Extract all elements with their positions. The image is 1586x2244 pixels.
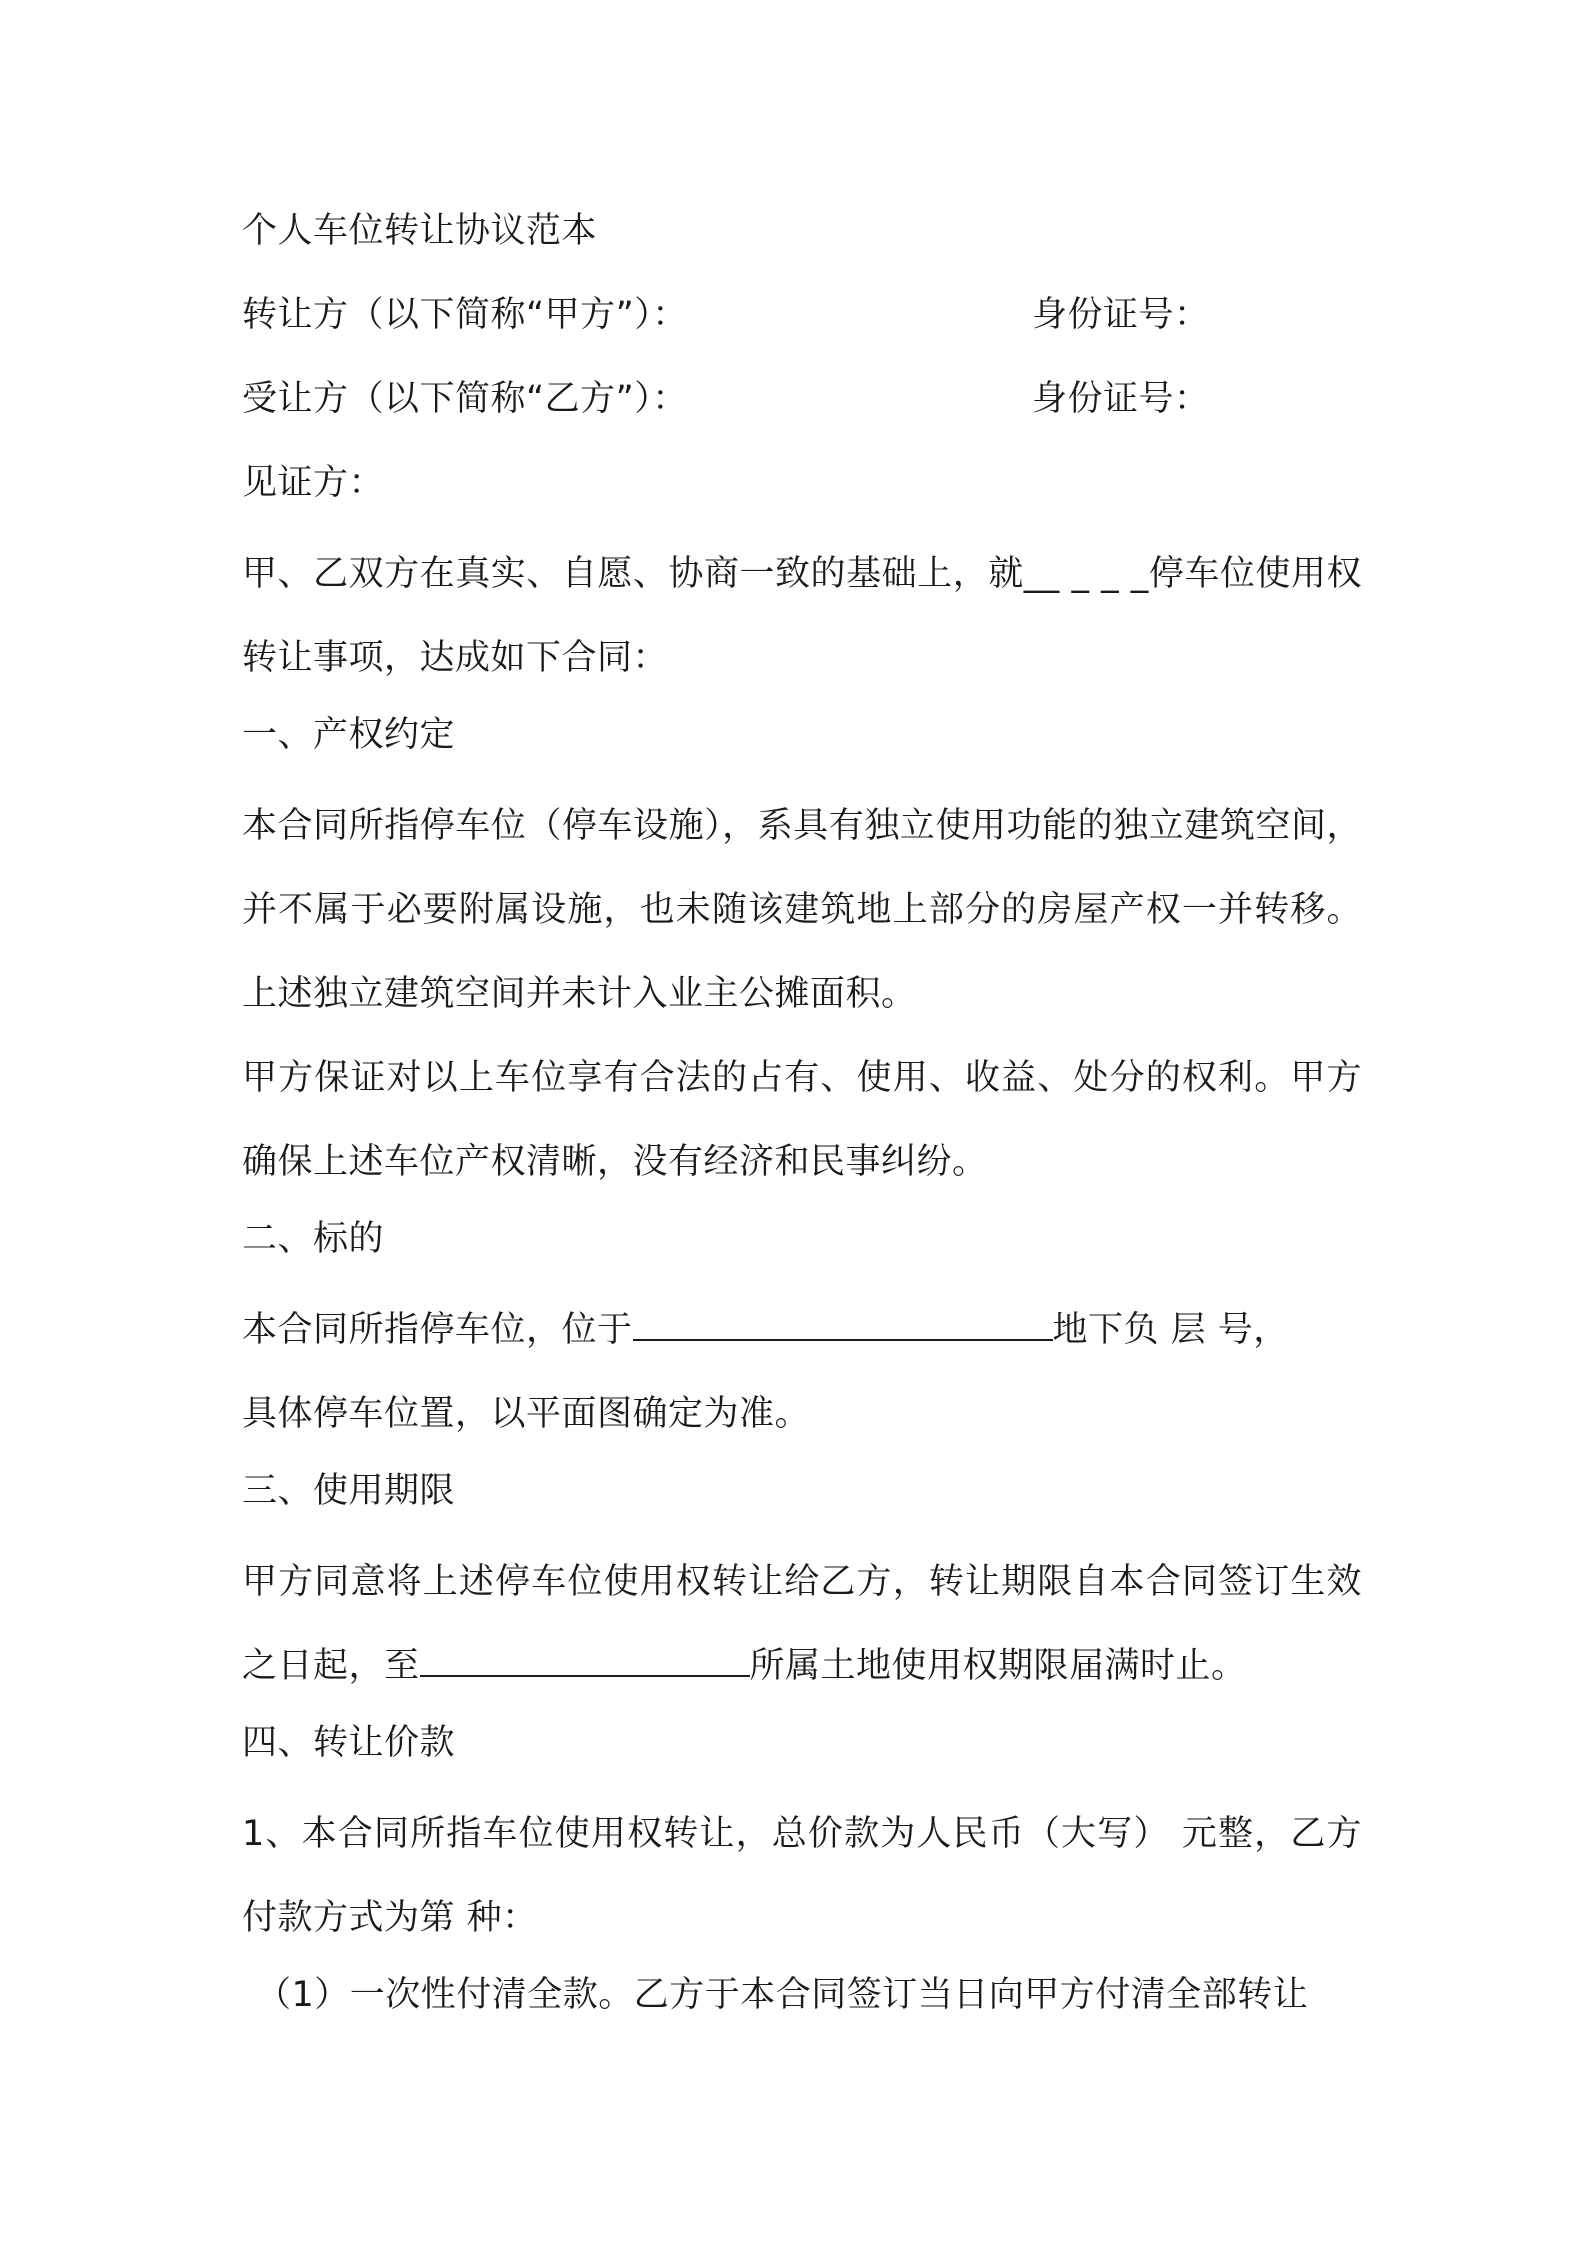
section1-paragraph-1: 本合同所指停车位（停车设施），系具有独立使用功能的独立建筑空间，并不属于必要附属设施，也未随该建筑地上部分的房屋产权一并转移。上述独立建筑空间并未计入业主公摊面积。 bbox=[242, 806, 1362, 1014]
section1-heading: 一、产权约定 bbox=[242, 715, 456, 755]
section2-text-start: 本合同所指停车位，位于 bbox=[242, 1310, 633, 1350]
party-b-row bbox=[242, 364, 1362, 448]
section2-text-mid: 地下负 层 号， bbox=[1052, 1310, 1289, 1350]
party-a-label: 转让方（以下简称“甲方”）： bbox=[242, 295, 688, 335]
section3-heading: 三、使用期限 bbox=[242, 1471, 456, 1511]
intro-blank: __ _ _ _ bbox=[1023, 554, 1149, 594]
section4-heading: 四、转让价款 bbox=[242, 1723, 456, 1763]
party-b-label: 受让方（以下简称“乙方”）： bbox=[242, 379, 688, 419]
document-body bbox=[242, 196, 1362, 2044]
section2-paragraph bbox=[242, 1288, 1362, 1456]
section3-text-start: 甲方同意将上述停车位使用权转让给乙方，转让期限自本合同签订生效之日起，至 bbox=[242, 1562, 1362, 1686]
document-title: 个人车位转让协议范本 bbox=[242, 211, 598, 251]
section3-paragraph bbox=[242, 1540, 1362, 1708]
section2-heading: 二、标的 bbox=[242, 1219, 385, 1259]
party-a-row bbox=[242, 280, 1362, 364]
intro-text-start: 甲、乙双方在真实、自愿、协商一致的基础上，就 bbox=[242, 554, 1024, 594]
section4-option-1: （1）一次性付清全款。乙方于本合同签订当日向甲方付清全部转让 bbox=[256, 1975, 1309, 2015]
intro-paragraph bbox=[242, 532, 1362, 700]
section4-item-1: 1、本合同所指车位使用权转让，总价款为人民币（大写） 元整，乙方付款方式为第 种： bbox=[242, 1814, 1362, 1938]
section1-paragraph-2: 甲方保证对以上车位享有合法的占有、使用、收益、处分的权利。甲方确保上述车位产权清晰，没有经济和民事纠纷。 bbox=[242, 1058, 1362, 1182]
witness-label: 见证方： bbox=[242, 463, 385, 503]
section3-text-end: 所属土地使用权期限届满时止。 bbox=[749, 1646, 1247, 1686]
location-blank-line bbox=[633, 1309, 1053, 1341]
intro-text-end: 停车位使用权转让事项，达成如下合同： bbox=[242, 554, 1362, 678]
party-b-id-label: 身份证号： bbox=[1032, 379, 1210, 419]
term-blank-line bbox=[420, 1645, 750, 1677]
party-a-id-label: 身份证号： bbox=[1032, 295, 1210, 335]
section2-text-end: 具体停车位置，以平面图确定为准。 bbox=[242, 1394, 811, 1434]
